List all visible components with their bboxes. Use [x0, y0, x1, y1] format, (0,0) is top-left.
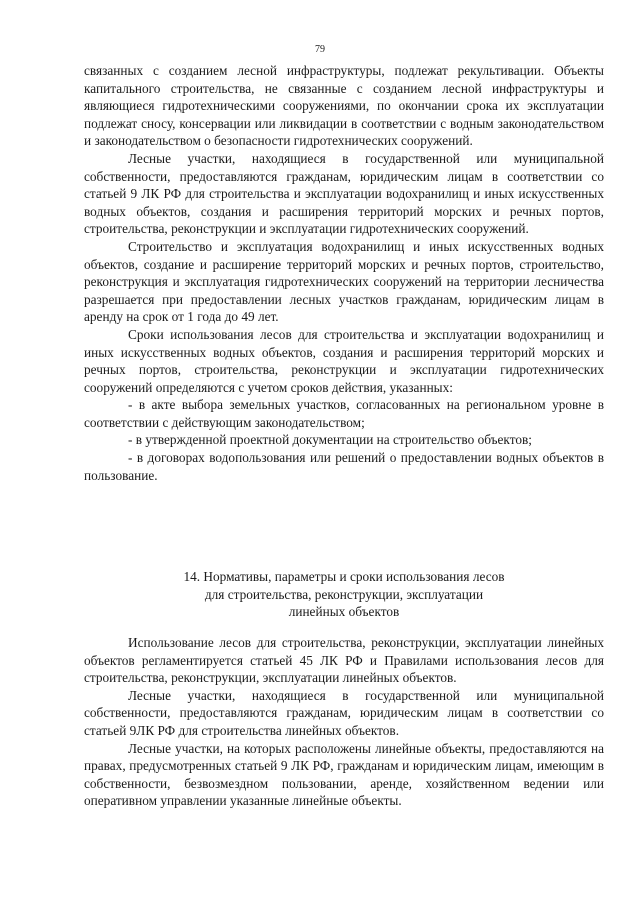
bullet-item: - в договорах водопользования или решений о предоставлении водных объектов в пользование.: [84, 450, 604, 483]
heading-line: линейных объектов: [288, 604, 400, 620]
bullet-item: - в акте выбора земельных участков, согласованных на региональном уровне в соответствии с действующим законодательством;: [84, 397, 604, 430]
section-b: [84, 634, 604, 810]
paragraph-forest-plots-hydro: Лесные участки, находящиеся в государственной или муниципальной собственности, предоставляются гражданам, юридическим лицам в соответствии со статьей 9 ЛК РФ для строительства и эксплуатации водохранилищ и иных искусственных водных объектов, создания и расширения территорий морских и речных портов, строительства, реконструкции и эксплуатации гидротехнических сооружений.: [84, 150, 604, 237]
section-heading: [84, 568, 604, 621]
bullet-item: - в утвержденной проектной документации на строительство объектов;: [128, 432, 532, 448]
paragraph-linear-objects-regulation: Использование лесов для строительства, реконструкции, эксплуатации линейных объектов регламентируется статьей 45 ЛК РФ и Правилами использования лесов для строительства, реконструкции, эксплуатации линейных объектов.: [84, 635, 604, 686]
heading-line: для строительства, реконструкции, эксплуатации: [204, 586, 484, 602]
paragraph-linear-objects-rights: Лесные участки, на которых расположены линейные объекты, предоставляются на правах, предусмотренных статьей 9 ЛК РФ, гражданам и юридическим лицам, имеющим в собственности, безвозмездном пользовании, аренде, хозяйственном ведении или оперативном управлении указанные линейные объекты.: [84, 740, 604, 809]
paragraph-construction-lease: Строительство и эксплуатация водохранилищ и иных искусственных водных объектов, создание и расширение территорий морских и речных портов, строительство, реконструкция и эксплуатация гидротехнических сооружений на территории лесничества разрешается при предоставлении лесных участков гражданам, юридическим лицам в аренду на срок от 1 года до 49 лет.: [84, 238, 604, 325]
paragraph-continuation: связанных с созданием лесной инфраструктуры, подлежат рекультивации. Объекты капитального строительства, не связанные с созданием лесной инфраструктуры и являющиеся гидротехническими сооружениями, по окончании срока их эксплуатации подлежат сносу, консервации или ликвидации в соответствии с водным законодательством и законодательством о безопасности гидротехнических сооружений.: [84, 63, 604, 149]
page-number: 79: [315, 44, 325, 55]
section-a: [84, 62, 604, 484]
heading-line: 14. Нормативы, параметры и сроки использования лесов: [183, 569, 505, 584]
paragraph-usage-terms: Сроки использования лесов для строительства и эксплуатации водохранилищ и иных искусственных водных объектов, создания и расширения территорий морских и речных портов, строительства, реконструкции и эксплуатации гидротехнических сооружений определяются с учетом сроков действия, указанных:: [84, 326, 604, 395]
paragraph-linear-objects-plots: Лесные участки, находящиеся в государственной или муниципальной собственности, предоставляются гражданам, юридическим лицам в соответствии со статьей 9ЛК РФ для строительства линейных объектов.: [84, 687, 604, 738]
